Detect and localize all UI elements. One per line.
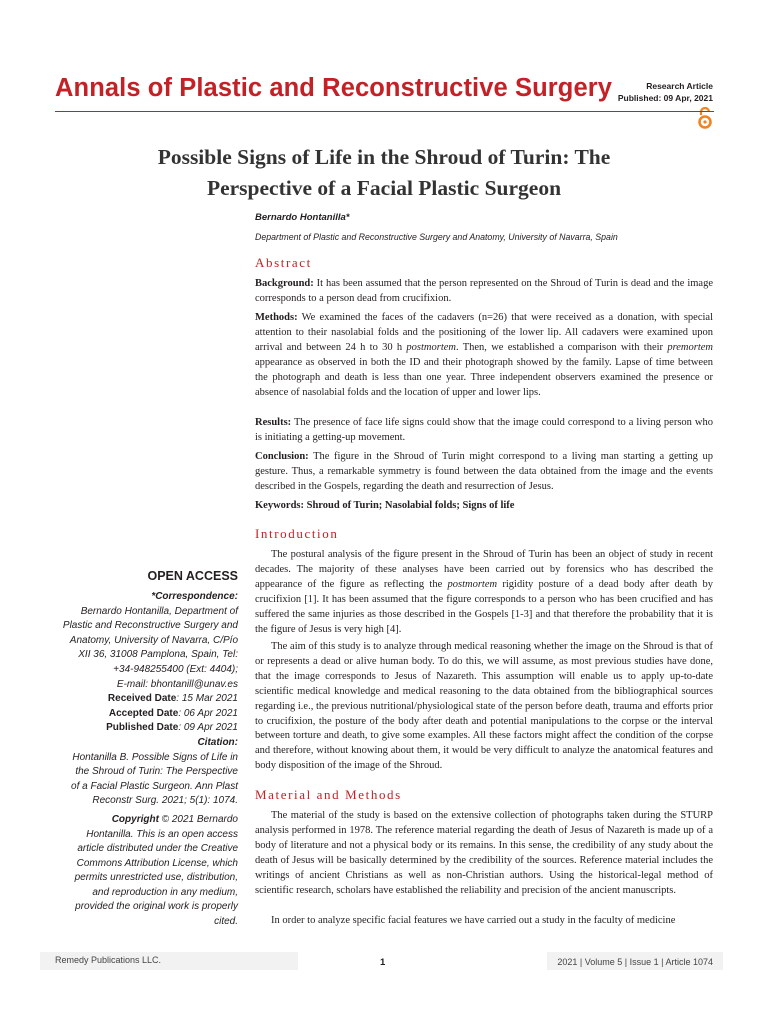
methods-text: appearance as observed in both the ID and their photograph showed by the family. Lapse of time between the photograph and death is less than one year. Three independent observers examined the presence or absence of nasolabial folds and the location of upper and lower lips. [255,356,713,398]
introduction-paragraph [255,548,713,637]
sidebar-info [40,590,238,930]
conclusion-text: The figure in the Shroud of Turin might correspond to a living man starting a getting up gesture. Thus, a remarkable symmetry is found between the data obtained from the image and the events described in the Gospels, regarding the death and resurrection of Jesus. [255,451,713,492]
methods-text: . Then, we established a comparison with their [456,341,668,353]
methods-italic: premortem [667,341,713,353]
copyright-text: © 2021 Bernardo [158,813,238,825]
abstract-heading: Abstract [255,255,312,270]
author-name: Bernardo Hontanilla* [255,212,350,223]
introduction-heading: Introduction [255,526,339,541]
paper-title [60,142,708,204]
introduction-paragraph: The aim of this study is to analyze through medical reasoning whether the image on the Shroud is that of or represents a dead or alive human body. To do this, we will assume, as most previous studies have done, that the image corresponds to Jesus of Nazareth. This assumption will enable us to apply up-to-date scientific medical knowledge and medical reasoning to the data obtained from the bibliographical sources regarding i.e., the previous nutritional/physiological state of the person before death, trauma and efforts prior to crucifixion, the posture of the body after death and potential manipulations to the corpse or the interval between torture and death, to give some examples. All these factors might affect the condition of the corpse and therefore, without knowing about them, it would be very difficult to analyze the anatomical features and body disposition of the image of the Shroud. [255,641,713,772]
footer-publisher: Remedy Publications LLC. [55,955,162,965]
published-date [40,721,238,736]
keywords: Keywords: Shroud of Turin; Nasolabial folds; Signs of life [255,500,515,511]
accepted-value: : 06 Apr 2021 [178,707,238,719]
footer-citation: 2021 | Volume 5 | Issue 1 | Article 1074 [557,957,713,967]
correspondence-line: Plastic and Reconstructive Surgery and [62,620,238,632]
copyright-first-line [40,813,238,828]
methods-italic: postmortem [406,341,457,353]
header-rule [55,111,714,112]
citation-line: of a Facial Plastic Surgeon. Ann Plast [71,780,238,792]
correspondence-line: Bernardo Hontanilla, Department of [80,605,238,617]
copyright-label: Copyright [111,813,159,825]
abstract-conclusion [255,450,713,495]
correspondence-line: Anatomy, University of Navarra, C/Pío [69,634,238,646]
author-affiliation: Department of Plastic and Reconstructive Surgery and Anatomy, University of Navarra, Spain [255,232,618,242]
published-label: Published Date [106,722,179,734]
paragraph-text: The postural analysis of the figure present in the Shroud of Turin has been an object of study in recent decades. The majority of these analyses have been carried out by forensics who has described the appearance of the figure as reflecting the [255,549,713,590]
paper-title-line: Possible Signs of Life in the Shroud of Turin: The [157,145,611,169]
open-access-label: OPEN ACCESS [147,569,238,583]
copyright-line: Commons Attribution License, which [76,857,238,869]
copyright-line: cited. [214,916,238,928]
citation-line: Hontanilla B. Possible Signs of Life in [72,751,238,763]
correspondence-label: *Correspondence: [151,591,238,602]
citation-label: Citation: [197,736,238,748]
results-label: Results: [255,417,292,428]
received-date [40,692,238,707]
accepted-label: Accepted Date [108,707,179,719]
published-value: : 09 Apr 2021 [178,722,238,734]
paragraph-text: rigidity posture of a dead body after death by crucifixion [1]. It has been assumed that the figure corresponds to a person who has been crucified and has suffered the same injuries as those described in the Gospels [1-3] and that therefore the probability that it is the figure of Jesus is very high [4]. [255,578,713,635]
accepted-date [40,707,238,722]
open-access-icon [697,106,713,130]
abstract-methods [255,311,713,400]
methods-paragraph: In order to analyze specific facial features we have carried out a study in the faculty of medicine [271,915,676,926]
citation-line: the Shroud of Turin: The Perspective [75,766,238,778]
published-date-header: Published: 09 Apr, 2021 [617,93,713,103]
citation-line: Reconstr Surg. 2021; 5(1): 1074. [92,795,238,807]
conclusion-label: Conclusion: [255,451,309,462]
background-label: Background: [255,278,314,289]
received-value: : 15 Mar 2021 [176,693,238,705]
abstract-background [255,277,713,307]
abstract-results [255,416,713,446]
journal-title: Annals of Plastic and Reconstructive Surgery [55,74,613,102]
correspondence-line: XII 36, 31008 Pamplona, Spain, Tel: [78,649,238,661]
paragraph-italic: postmortem [447,578,498,590]
methods-heading: Material and Methods [255,787,402,802]
methods-text: We examined the faces of the cadavers (n=26) that were received as a donation, with special attention to their nasolabial folds and the positioning of the lower lip. All cadavers were examined upon arrival and between 24 h to 30 h [255,312,713,353]
article-type-label: Research Article [646,81,713,91]
methods-label: Methods: [255,312,298,323]
copyright-line: Hontanilla. This is an open access [86,828,238,840]
results-text: The presence of face life signs could show that the image could correspond to a living person who is initiating a getting-up movement. [255,417,713,443]
correspondence-line: E-mail: bhontanill@unav.es [116,678,238,690]
paper-title-line: Perspective of a Facial Plastic Surgeon [206,176,562,200]
page-number: 1 [380,957,386,968]
correspondence-line: +34-948255400 (Ext: 4404); [113,663,238,675]
background-text: It has been assumed that the person represented on the Shroud of Turin is dead and the image corresponds to a person dead from crucifixion. [255,278,713,304]
methods-paragraph: The material of the study is based on the extensive collection of photographs taken during the STURP analysis performed in 1978. The reference material regarding the death of Jesus of Nazareth is made up of a body of literature and not a physical body or its remains. In this sense, the credibility of any study about the death of Jesus will be basically determined by the credibility of the sources. Reference material includes the writings of ancient Christians as well as non-Christian authors. Using the historical-legal method of scientific research, scholars have established the reliability and precision of the ancient manuscripts. [255,810,713,896]
copyright-line: and reproduction in any medium, [92,886,238,898]
copyright-line: permits unrestricted use, distribution, [74,872,238,884]
copyright-line: provided the original work is properly [75,901,238,913]
copyright-line: article distributed under the Creative [77,843,238,855]
received-label: Received Date [107,693,177,705]
